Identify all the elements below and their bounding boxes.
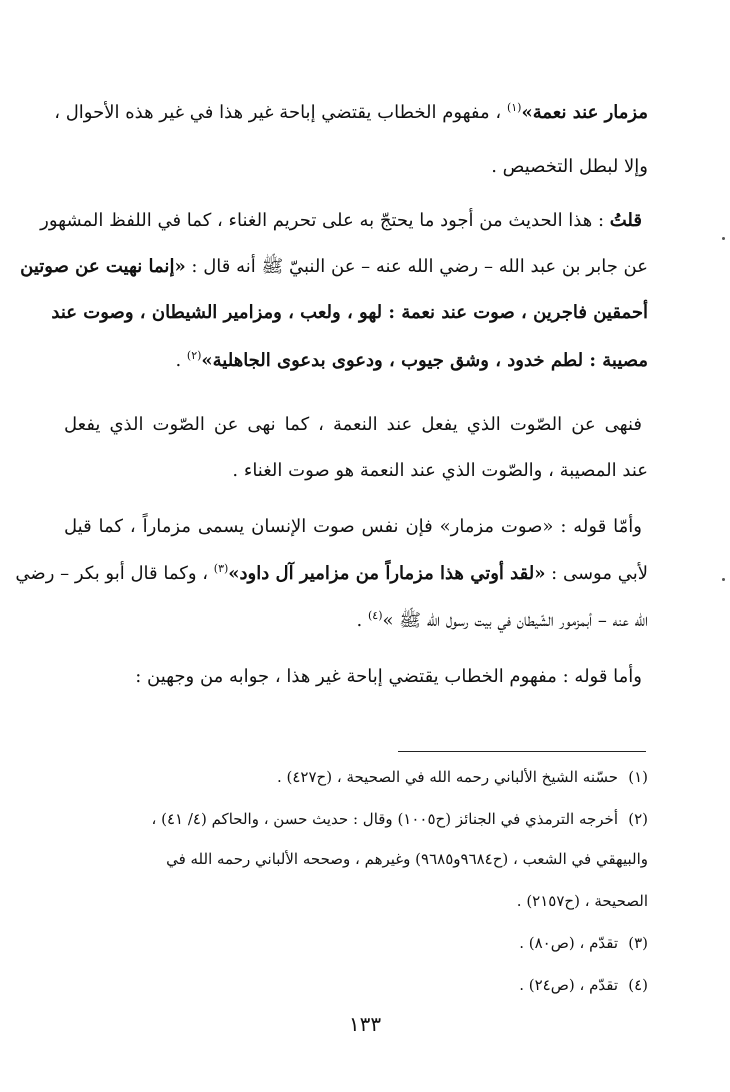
body-line-11 <box>64 606 648 636</box>
body-line-9 <box>64 512 642 542</box>
line-text: وأمّا قوله : «صوت مزمار» فإن نفس صوت الإنسان يسمى مزماراً ، كما قيل <box>64 516 642 537</box>
line-text: الله عنه – أبمزمور الشّيطان في بيت رسول الله ﷺ » <box>382 610 648 631</box>
footnote-text: تقدّم ، (ص٢٤) . <box>519 976 618 994</box>
footnote-2 <box>64 806 648 832</box>
hadith-text: «إنما نهيت عن صوتين <box>20 256 186 277</box>
line-text: وأما قوله : مفهوم الخطاب يقتضي إباحة غير هذا ، جوابه من وجهين : <box>135 666 642 687</box>
footnote-3 <box>64 930 648 956</box>
body-line-10 <box>15 559 648 589</box>
quote-text: «لقد أوتي هذا مزماراً من مزامير آل داود» <box>228 563 546 584</box>
line-text: ، مفهوم الخطاب يقتضي إباحة غير هذا في غير هذه الأحوال ، <box>54 102 507 123</box>
footnote-ref-1[interactable]: (١) <box>506 101 522 114</box>
body-line-6 <box>64 346 648 376</box>
line-text: فنهى عن الصّوت الذي يفعل عند النعمة ، كما نهى عن الصّوت الذي يفعل <box>64 414 642 435</box>
body-line-12 <box>64 662 642 692</box>
footnote-text: أخرجه الترمذي في الجنائز (ح١٠٠٥) وقال : حديث حسن ، والحاكم (٤/ ٤١) ، <box>151 810 618 828</box>
line-text: وإلا لبطل التخصيص . <box>491 156 648 177</box>
quote-end: مزمار عند نعمة» <box>521 102 648 123</box>
line-text: لأبي موسى : <box>545 563 648 584</box>
footnote-ref-2[interactable]: (٢) <box>186 349 202 362</box>
footnote-number: (٢) <box>628 810 648 828</box>
footnote-number: (٣) <box>628 934 648 952</box>
line-text: عن جابر بن عبد الله – رضي الله عنه – عن النبيّ ﷺ أنه قال : <box>185 256 648 277</box>
body-line-5 <box>51 298 648 328</box>
footnote-separator <box>398 751 646 752</box>
footnote-text: الصحيحة ، (ح٢١٥٧) . <box>516 892 648 910</box>
hadith-text: مصيبة : لطم خدود ، وشق جيوب ، ودعوى بدعوى الجاهلية» <box>201 350 648 371</box>
footnote-text: تقدّم ، (ص٨٠) . <box>519 934 618 952</box>
body-line-3 <box>40 206 642 236</box>
line-text: عند المصيبة ، والصّوت الذي عند النعمة هو صوت الغناء . <box>232 460 648 481</box>
hadith-text: أحمقين فاجرين ، صوت عند نعمة : لهو ، ولعب ، ومزامير الشيطان ، وصوت عند <box>51 302 648 323</box>
footnote-2-cont <box>64 846 648 872</box>
page-number: ١٣٣ <box>348 1012 382 1036</box>
footnote-number: (٤) <box>628 976 648 994</box>
margin-speck <box>722 578 725 581</box>
line-end: . <box>356 610 368 631</box>
footnote-number: (١) <box>628 768 648 786</box>
line-text: ، وكما قال أبو بكر – رضي <box>15 563 214 584</box>
margin-speck <box>722 237 725 240</box>
footnote-ref-3[interactable]: (٣) <box>213 562 229 575</box>
line-text: : هذا الحديث من أجود ما يحتجّ به على تحريم الغناء ، كما في اللفظ المشهور <box>40 210 610 231</box>
footnote-ref-4[interactable]: (٤) <box>367 609 383 622</box>
body-line-8 <box>64 456 648 486</box>
footnote-text: والبيهقي في الشعب ، (ح٩٦٨٤و٩٦٨٥) وغيرهم ، وصححه الألباني رحمه الله في <box>166 850 648 868</box>
footnote-text: حسّنه الشيخ الألباني رحمه الله في الصحيحة ، (ح٤٢٧) . <box>276 768 618 786</box>
footnote-4 <box>64 972 648 998</box>
body-line-7 <box>64 410 642 440</box>
body-line-1 <box>54 98 648 128</box>
footnote-2-cont <box>64 888 648 914</box>
body-line-4 <box>20 252 648 282</box>
footnote-1 <box>64 764 648 790</box>
qultu-lead: قلتُ <box>609 210 642 231</box>
body-line-2 <box>64 152 648 182</box>
line-end: . <box>175 350 187 371</box>
